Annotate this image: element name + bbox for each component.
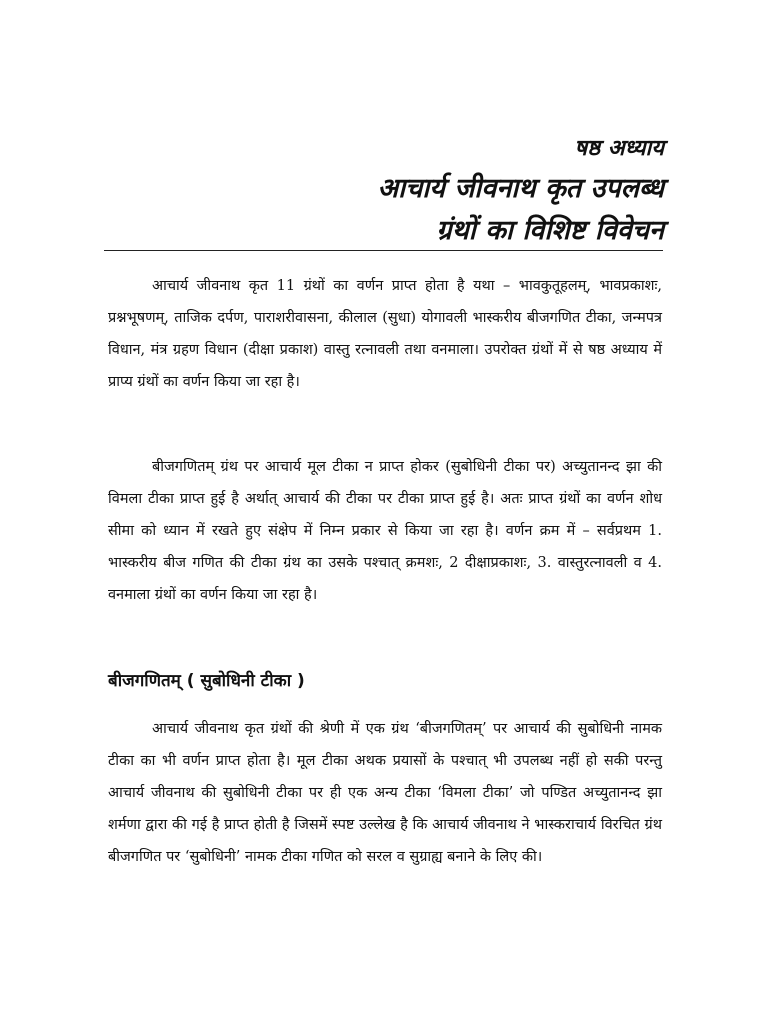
chapter-title: [377, 168, 664, 252]
chapter-label: षष्ठ अध्याय: [574, 135, 664, 161]
paragraph-scope: बीजगणितम् ग्रंथ पर आचार्य मूल टीका न प्राप्त होकर (सुबोधिनी टीका पर) अच्युतानन्द झा की विमला टीका प्राप्त हुई है अर्थात् आचार्य की टीका पर टीका प्राप्त हुई है। अतः प्राप्त ग्रंथों का वर्णन शोध सीमा को ध्यान में रखते हुए संक्षेप में निम्न प्रकार से किया जा रहा है। वर्णन क्रम में – सर्वप्रथम 1. भास्करीय बीज गणित की टीका ग्रंथ का उसके पश्चात् क्रमशः, 2 दीक्षाप्रकाशः, 3. वास्तुरत्नावली व 4. वनमाला ग्रंथों का वर्णन किया जा रहा है।: [108, 459, 662, 603]
chapter-title-line-2: ग्रंथों का विशिष्ट विवेचन: [436, 215, 664, 246]
section-heading: बीजगणितम् ( सुबोधिनी टीका ): [108, 671, 305, 691]
paragraph-intro: आचार्य जीवनाथ कृत 11 ग्रंथों का वर्णन प्राप्त होता है यथा – भावकुतूहलम्, भावप्रकाशः, प्रश्नभूषणम्, ताजिक दर्पण, पाराशरीवासना, कीलाल (सुधा) योगावली भास्करीय बीजगणित टीका, जन्मपत्र विधान, मंत्र ग्रहण विधान (दीक्षा प्रकाश) वास्तु रत्नावली तथा वनमाला। उपरोक्त ग्रंथों में से षष्ठ अध्याय में प्राप्य ग्रंथों का वर्णन किया जा रहा है।: [108, 278, 662, 390]
paragraph-section: आचार्य जीवनाथ कृत ग्रंथों की श्रेणी में एक ग्रंथ ‘बीजगणितम्’ पर आचार्य की सुबोधिनी नामक टीका का भी वर्णन प्राप्त होता है। मूल टीका अथक प्रयासों के पश्चात् भी उपलब्ध नहीं हो सकी परन्तु आचार्य जीवनाथ की सुबोधिनी टीका पर ही एक अन्य टीका ‘विमला टीका’ जो पण्डित अच्युतानन्द झा शर्मणा द्वारा की गई है प्राप्त होती है जिसमें स्पष्ट उल्लेख है कि आचार्य जीवनाथ ने भास्कराचार्य विरचित ग्रंथ बीजगणित पर ‘सुबोधिनी’ नामक टीका गणित को सरल व सुग्राह्य बनाने के लिए की।: [108, 721, 662, 865]
title-divider: [104, 250, 663, 251]
chapter-title-line-1: आचार्य जीवनाथ कृत उपलब्ध: [377, 173, 664, 204]
